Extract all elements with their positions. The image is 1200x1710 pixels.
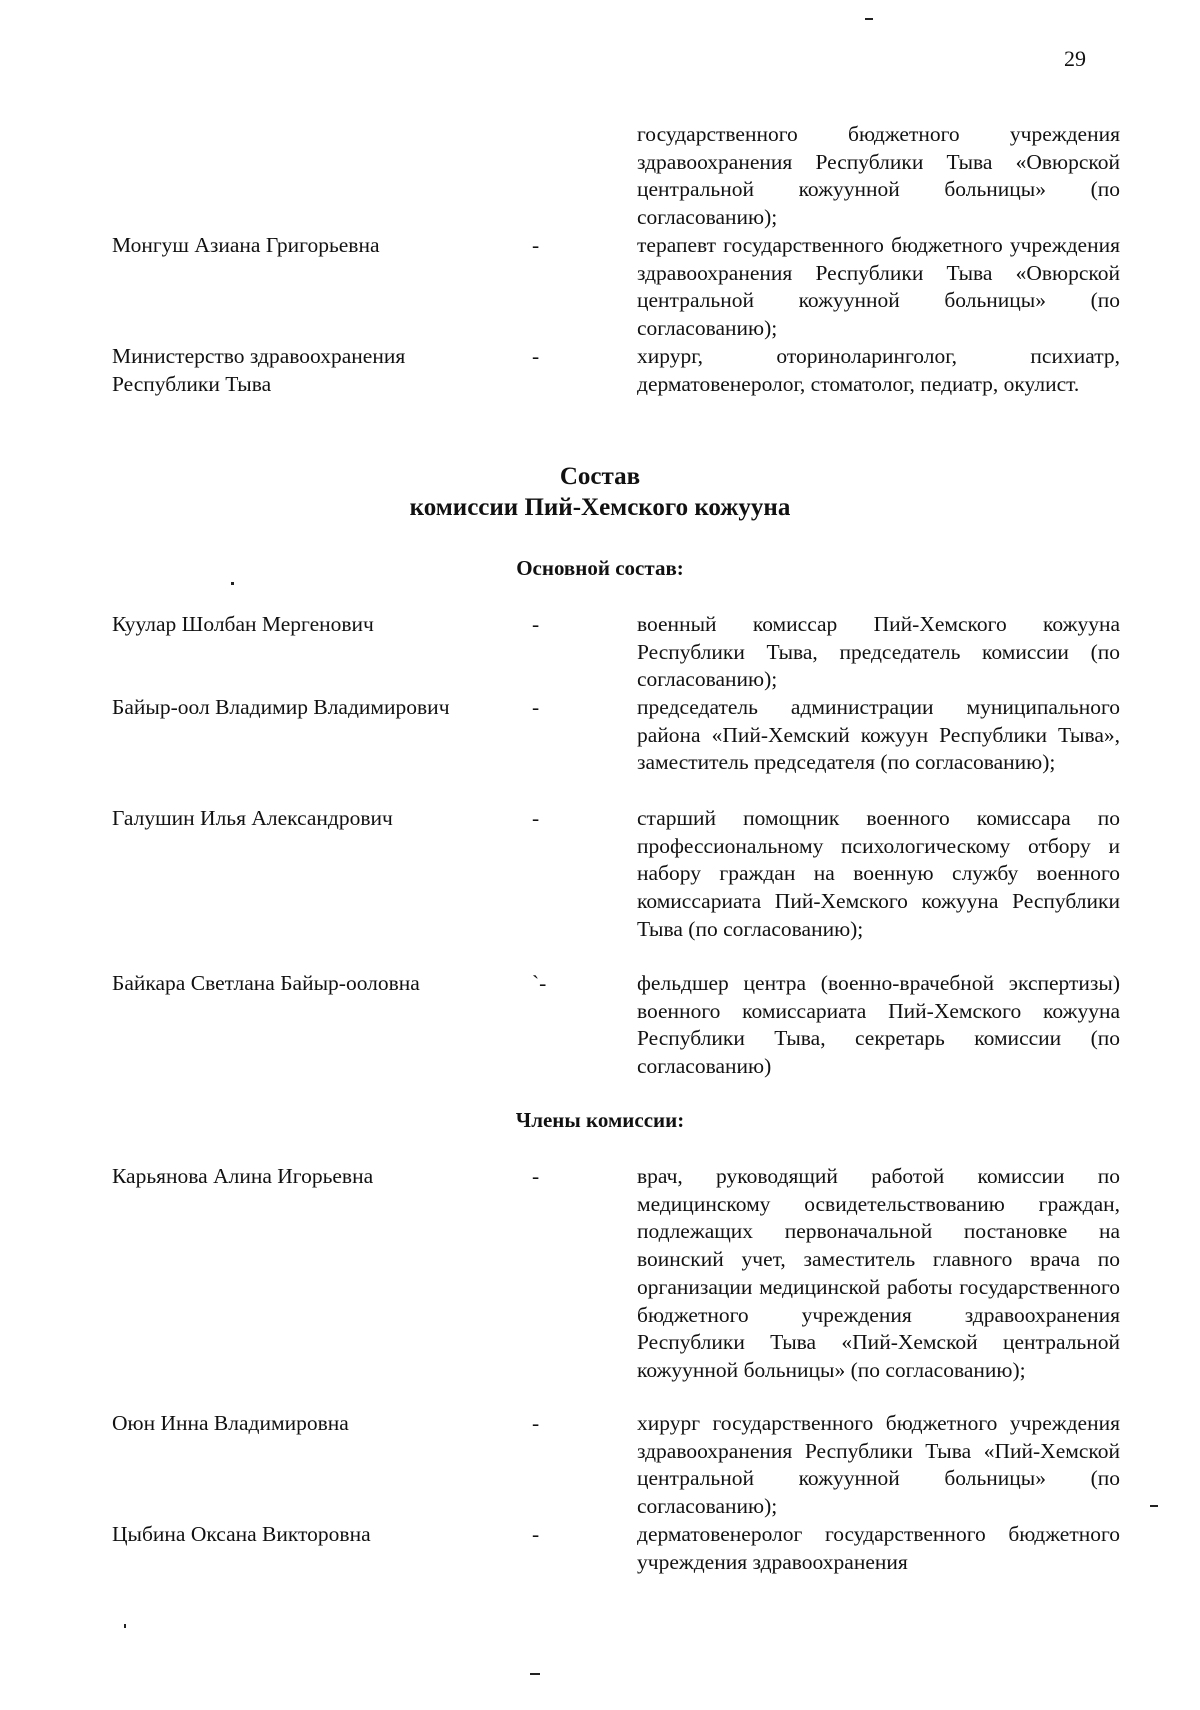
- entry-dash: -: [532, 1522, 540, 1546]
- entry-description: государственного бюджетного учреждения здравоохранения Республики Тыва «Овюрской центральной кожуунной больницы» (по согласованию);: [637, 122, 1120, 230]
- section-subtitle: комиссии Пий-Хемского кожууна: [409, 494, 791, 521]
- entry-dash: -: [532, 695, 540, 719]
- page-number: 29: [1064, 46, 1086, 71]
- members-heading: Члены комиссии:: [515, 1108, 685, 1132]
- entry-dash: -: [532, 1411, 540, 1435]
- member-description: врач, руководящий работой комиссии по медицинскому освидетельствованию граждан, подлежащих первоначальной постановке на воинский учет, заместитель главного врача по организации медицинской работы государственного бюджетного учреждения здравоохранения Республики Тыва «Пий-Хемской центральной кожуунной больницы» (по согласованию);: [637, 1164, 1120, 1382]
- entry-name: Министерство здравоохранения Республики Тыва: [112, 344, 406, 396]
- member-name: Цыбина Оксана Викторовна: [112, 1522, 371, 1546]
- member-name: Байыр-оол Владимир Владимирович: [112, 695, 450, 719]
- entry-dash: -: [532, 1164, 540, 1188]
- entry-dash: -: [532, 344, 540, 368]
- member-name: Галушин Илья Александрович: [112, 806, 393, 830]
- section-title: Состав: [559, 463, 641, 490]
- entry-description: хирург, оториноларинголог, психиатр, дерматовенеролог, стоматолог, педиатр, окулист.: [637, 344, 1120, 396]
- member-description: хирург государственного бюджетного учреждения здравоохранения Республики Тыва «Пий-Хемской центральной кожуунной больницы» (по согласованию);: [637, 1411, 1120, 1519]
- member-name: Карьянова Алина Игорьевна: [112, 1164, 374, 1188]
- member-name: Оюн Инна Владимировна: [112, 1411, 349, 1435]
- member-description: дерматовенеролог государственного бюджетного учреждения здравоохранения: [637, 1522, 1120, 1574]
- member-description: фельдшер центра (военно-врачебной экспертизы) военного комиссариата Пий-Хемского кожууна Республики Тыва, секретарь комиссии (по согласованию): [637, 971, 1120, 1079]
- entry-name: Монгуш Азиана Григорьевна: [112, 233, 380, 257]
- entry-dash: `-: [532, 971, 547, 995]
- scan-speck: [530, 1673, 540, 1675]
- member-description: старший помощник военного комиссара по профессиональному психологическому отбору и набору граждан на военную службу военного комиссариата Пий-Хемского кожууна Республики Тыва (по согласованию);: [637, 806, 1120, 941]
- entry-dash: -: [532, 233, 540, 257]
- entry-description: терапевт государственного бюджетного учреждения здравоохранения Республики Тыва «Овюрской центральной кожуунной больницы» (по согласованию);: [637, 233, 1120, 341]
- member-name: Байкара Светлана Байыр-ооловна: [112, 971, 420, 995]
- main-composition-heading: Основной состав:: [516, 556, 684, 580]
- member-description: военный комиссар Пий-Хемского кожууна Республики Тыва, председатель комиссии (по согласованию);: [637, 612, 1120, 692]
- member-description: председатель администрации муниципального района «Пий-Хемский кожуун Республики Тыва», заместитель председателя (по согласованию);: [637, 695, 1120, 775]
- scan-speck: [865, 18, 873, 20]
- member-name: Куулар Шолбан Мергенович: [112, 612, 374, 636]
- scan-speck: [124, 1624, 126, 1628]
- entry-dash: -: [532, 612, 540, 636]
- entry-dash: -: [532, 806, 540, 830]
- scan-speck: [231, 582, 234, 585]
- scan-speck: [1150, 1505, 1158, 1507]
